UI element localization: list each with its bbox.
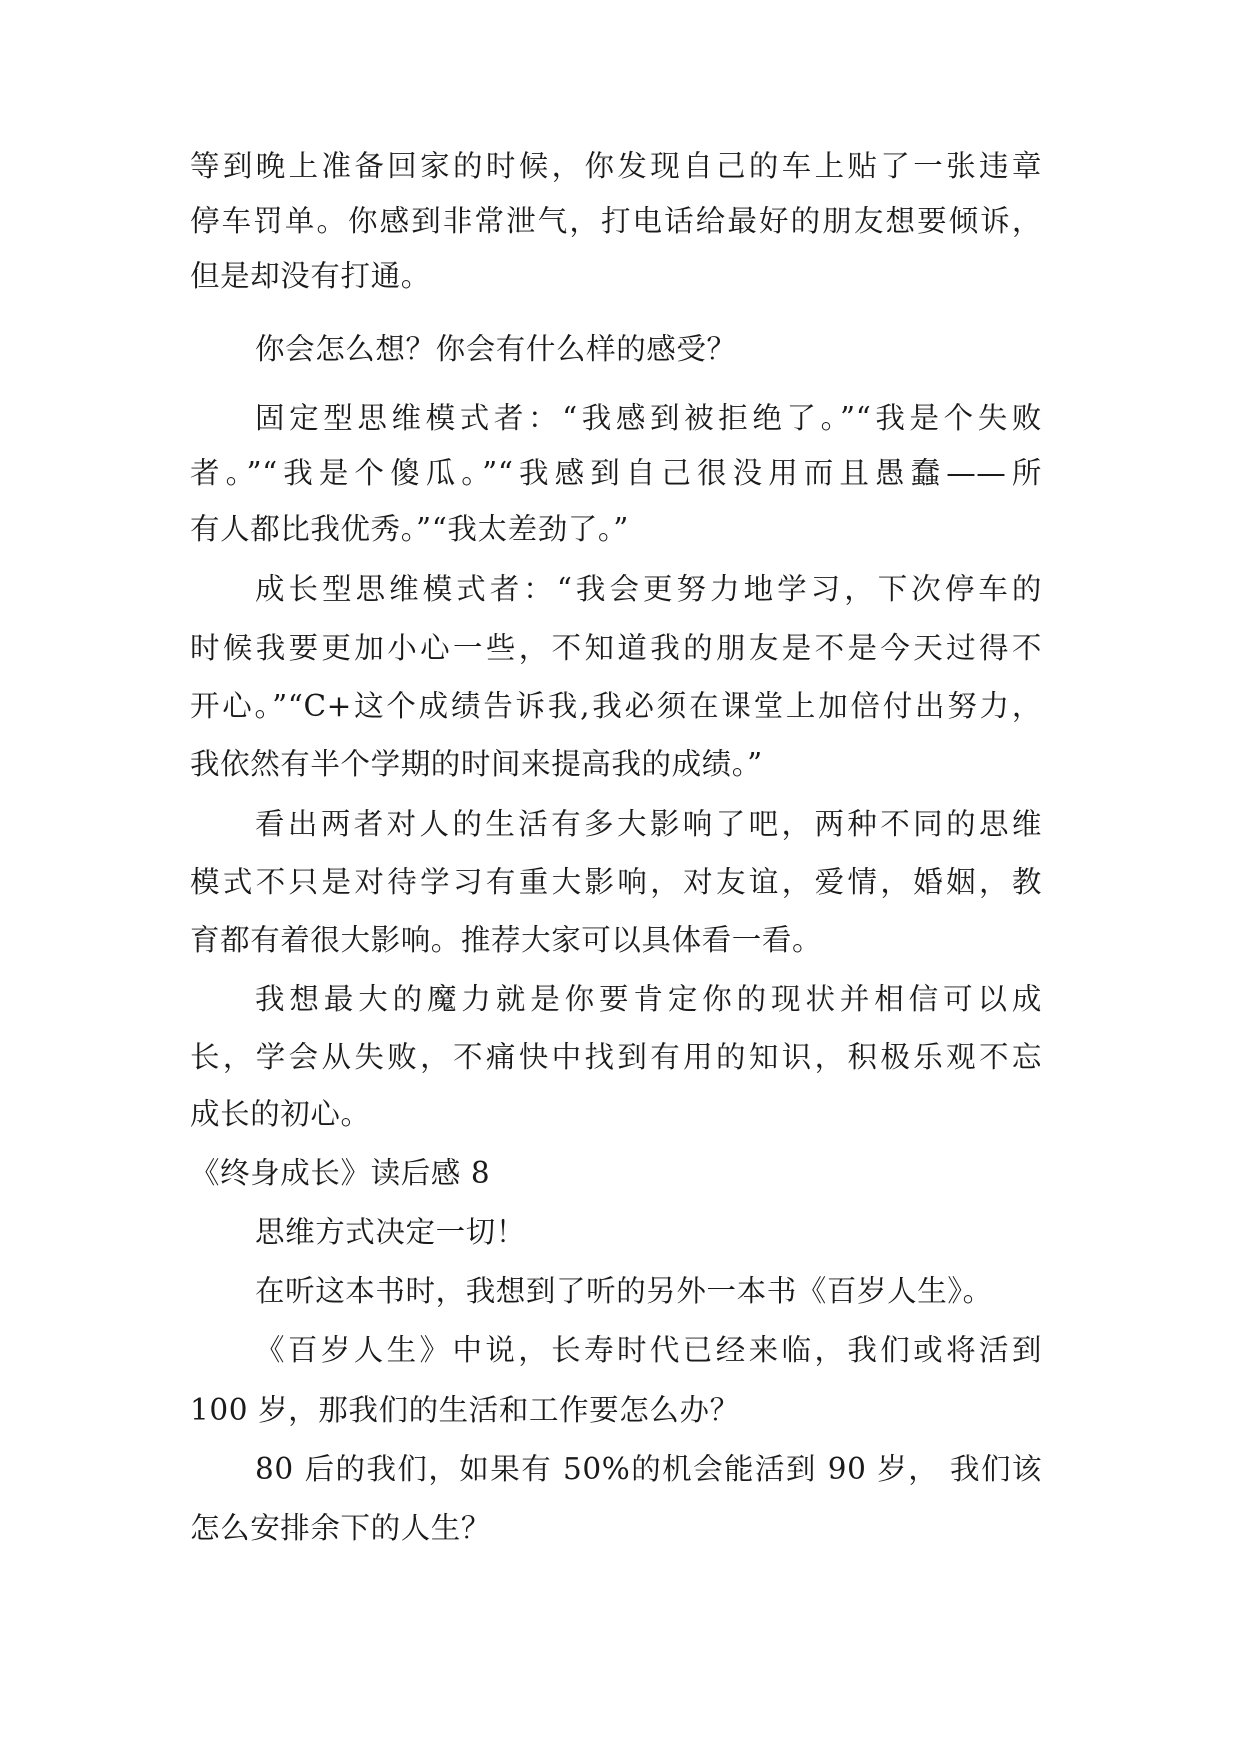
text-line: 等到晚上准备回家的时候，你发现自己的车上贴了一张违章 bbox=[190, 149, 1042, 183]
text-line: 固定型思维模式者：“我感到被拒绝了。”“我是个失败 bbox=[255, 401, 1042, 435]
text-line: 思维方式决定一切！ bbox=[255, 1215, 526, 1249]
text-line: 看出两者对人的生活有多大影响了吧，两种不同的思维 bbox=[255, 807, 1042, 841]
text-line: 成长型思维模式者：“我会更努力地学习，下次停车的 bbox=[255, 572, 1042, 606]
text-line: 育都有着很大影响。推荐大家可以具体看一看。 bbox=[190, 923, 823, 957]
text-line: 停车罚单。你感到非常泄气，打电话给最好的朋友想要倾诉， bbox=[190, 204, 1042, 238]
text-line: 《百岁人生》中说，长寿时代已经来临，我们或将活到 bbox=[255, 1333, 1042, 1367]
text-line: 开心。”“C+这个成绩告诉我,我必须在课堂上加倍付出努力， bbox=[190, 689, 1042, 723]
text-line: 时候我要更加小心一些，不知道我的朋友是不是今天过得不 bbox=[190, 631, 1042, 665]
text-line: 在听这本书时，我想到了听的另外一本书《百岁人生》。 bbox=[255, 1274, 993, 1308]
text-line: 者。”“我是个傻瓜。”“我感到自己很没用而且愚蠢——所 bbox=[190, 456, 1042, 490]
text-line: 你会怎么想？你会有什么样的感受？ bbox=[255, 332, 737, 366]
text-line: 成长的初心。 bbox=[190, 1097, 371, 1131]
section-heading: 《终身成长》读后感 8 bbox=[190, 1156, 491, 1190]
text-line: 长，学会从失败，不痛快中找到有用的知识，积极乐观不忘 bbox=[190, 1040, 1042, 1074]
text-line: 100 岁，那我们的生活和工作要怎么办？ bbox=[190, 1393, 740, 1427]
text-line: 但是却没有打通。 bbox=[190, 259, 431, 293]
text-line: 80 后的我们，如果有 50%的机会能活到 90 岁， 我们该 bbox=[255, 1452, 1042, 1486]
text-line: 我想最大的魔力就是你要肯定你的现状并相信可以成 bbox=[255, 982, 1042, 1016]
text-line: 我依然有半个学期的时间来提高我的成绩。” bbox=[190, 747, 763, 781]
text-line: 模式不只是对待学习有重大影响，对友谊，爱情，婚姻，教 bbox=[190, 865, 1042, 899]
text-line: 有人都比我优秀。”“我太差劲了。” bbox=[190, 512, 629, 546]
text-line: 怎么安排余下的人生？ bbox=[190, 1511, 492, 1545]
